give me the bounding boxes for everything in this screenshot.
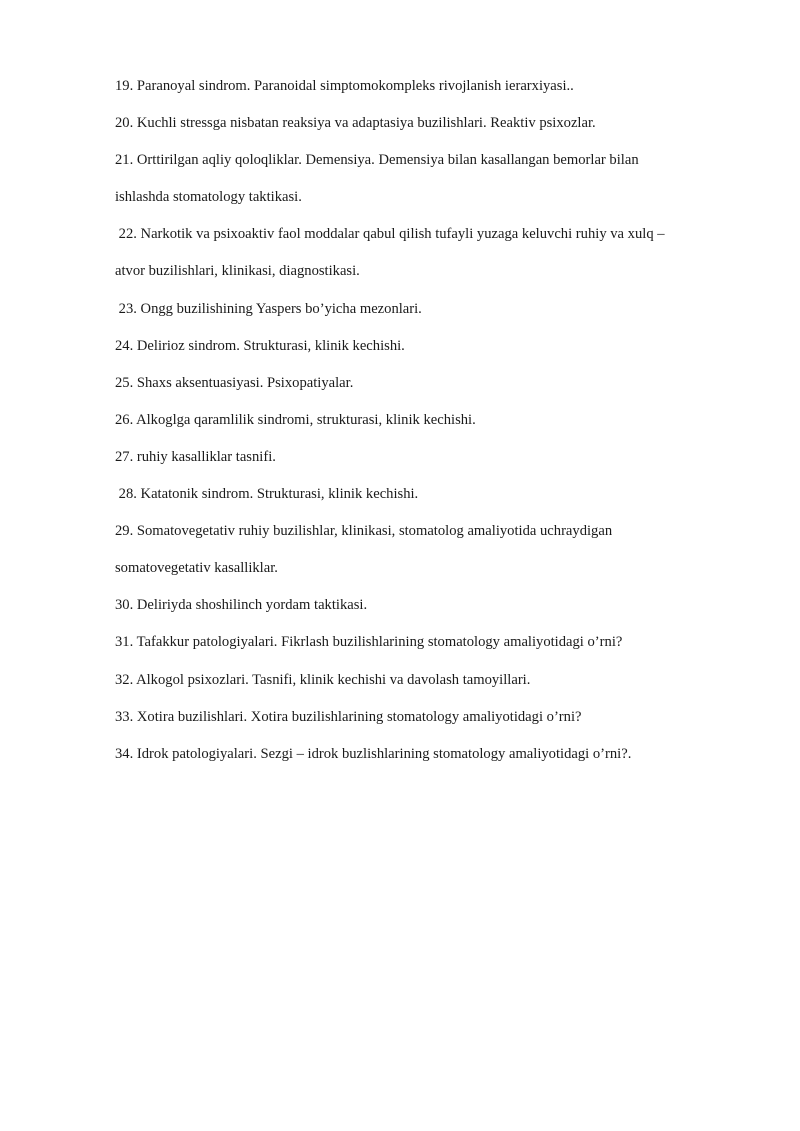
question-33-line: 33. Xotira buzilishlari. Xotira buzilishlarining stomatology amaliyotidagi o’rni? <box>115 708 582 725</box>
question-23-line: 23. Ongg buzilishining Yaspers bo’yicha mezonlari. <box>115 300 422 317</box>
question-list <box>115 73 735 778</box>
question-20-line: 20. Kuchli stressga nisbatan reaksiya va adaptasiya buzilishlari. Reaktiv psixozlar. <box>115 115 596 132</box>
question-25-line: 25. Shaxs aksentuasiyasi. Psixopatiyalar. <box>115 374 354 391</box>
question-22-line-1: 22. Narkotik va psixoaktiv faol moddalar qabul qilish tufayli yuzaga keluvchi ruhiy va xulq – <box>115 226 665 243</box>
question-32-line: 32. Alkogol psixozlari. Tasnifi, klinik kechishi va davolash tamoyillari. <box>115 671 531 688</box>
question-29-line-2: somatovegetativ kasalliklar. <box>115 560 278 577</box>
question-27-line: 27. ruhiy kasalliklar tasnifi. <box>115 448 276 465</box>
question-19-line: 19. Paranoyal sindrom. Paranoidal simptomokompleks rivojlanish ierarxiyasi.. <box>115 78 574 94</box>
question-29-line-1: 29. Somatovegetativ ruhiy buzilishlar, klinikasi, stomatolog amaliyotida uchraydigan <box>115 523 613 540</box>
question-24-line: 24. Delirioz sindrom. Strukturasi, klinik kechishi. <box>115 337 405 354</box>
question-26-line: 26. Alkoglga qaramlilik sindromi, strukturasi, klinik kechishi. <box>115 411 476 428</box>
question-31-line: 31. Tafakkur patologiyalari. Fikrlash buzilishlarining stomatology amaliyotidagi o’rni? <box>115 634 623 651</box>
question-21-line-1: 21. Orttirilgan aqliy qoloqliklar. Demensiya. Demensiya bilan kasallangan bemorlar bilan <box>115 152 639 169</box>
question-28-line: 28. Katatonik sindrom. Strukturasi, klinik kechishi. <box>115 486 419 503</box>
question-30-line: 30. Deliriyda shoshilinch yordam taktikasi. <box>115 597 368 614</box>
question-22-line-2: atvor buzilishlari, klinikasi, diagnostikasi. <box>115 263 360 280</box>
question-34-line: 34. Idrok patologiyalari. Sezgi – idrok buzlishlarining stomatology amaliyotidagi o’rni?. <box>115 745 632 762</box>
question-21-line-2: ishlashda stomatology taktikasi. <box>115 189 302 206</box>
